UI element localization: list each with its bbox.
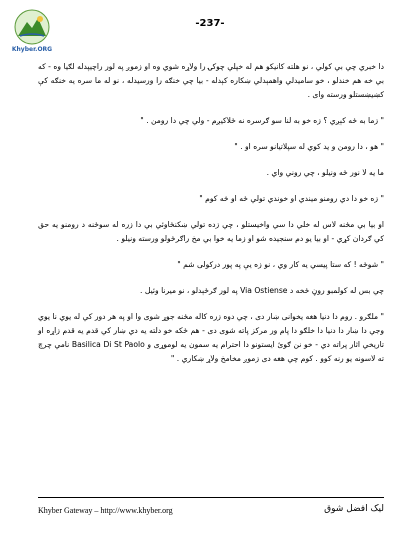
paragraph: او بيا بي مځنه لاس له خلي دا سي واخيستلو ، چي زده تولي ښکنځاوئي بي دا زره له سوځنه د رومنو يه حق کي ګردان کړي - او بيا يو دم سنجيده شو او زما يه خوا بي مخ راګرځولو ورسته ونيلو . (38, 220, 384, 243)
paragraph: " زما به ځه کېږي ؟ زه خو به لنا سو ګرسره نه ځلاکيږم - ولي چي دا رومن . " (140, 116, 384, 125)
footer-divider (38, 497, 384, 498)
document-body (38, 60, 384, 378)
paragraph: " هو ، دا رومن و يد کوي له سپلاتيانو سره او . " (234, 142, 384, 151)
paragraph: " شوځه ! که ستا پيسي يه کار وي ، نو زه يې په پور درکولی شم " (177, 260, 384, 269)
logo-text: Khyber.ORG (11, 46, 53, 53)
paragraph: " زه خو دا دي رومنو ميندي او خوندي تولي ځه او څه کوم " (199, 194, 384, 203)
page-number: -237- (195, 18, 225, 29)
footer-author: لیک افضل شوق (324, 504, 384, 514)
paragraph: چي بس له کولمبو روڼ ځخه د Via Ostiense په لور ګرځېدلو ، نو ميرنا وئيل . (140, 286, 384, 295)
paragraph: " ملګرو . روم دا دنيا هغه يخوانی ښار دی ، چي دوه زره کاله مځنه جوړ شوی وا او په هر دور کي له يوي نا يوي وجي دا ښار دا دنيا دا خلګو دا پام ور مرکز پاته شوی دی - هم ځکه خو دلته يه دي ښار کي قدم يه قدم زاړه او تاريخي اثار پراته دي - خو نن ګوئ ايستونو دا احترام يه سمون يه لوموړی و Basilica Di St Paolo نامي چرچ ته لاسونه يو رنه کوو . کوم چي هغه دی زموږ مخامخ ولاړ ښکاري . " (38, 312, 384, 363)
footer-source: Khyber Gateway – http://www.khyber.org (38, 506, 173, 515)
paragraph: دا خبري چي بي کولي ، نو هلته کانيکو هم له خپلي چوکۍ را ولاړه شوي وه او زموږ په لور راچيپدله لګيا وه - که بي خه هم خندلو ، خو ساميدلي واهمېدلي ښکاره کېدله - بيا چي خنګه را ورسيدله ، نو له ما سره يه خنګه کې کښيښستلو ورسته وای . (38, 62, 384, 99)
paragraph: ما يه لا نور ځه ونيلو ، چي روني واي . (266, 168, 384, 177)
